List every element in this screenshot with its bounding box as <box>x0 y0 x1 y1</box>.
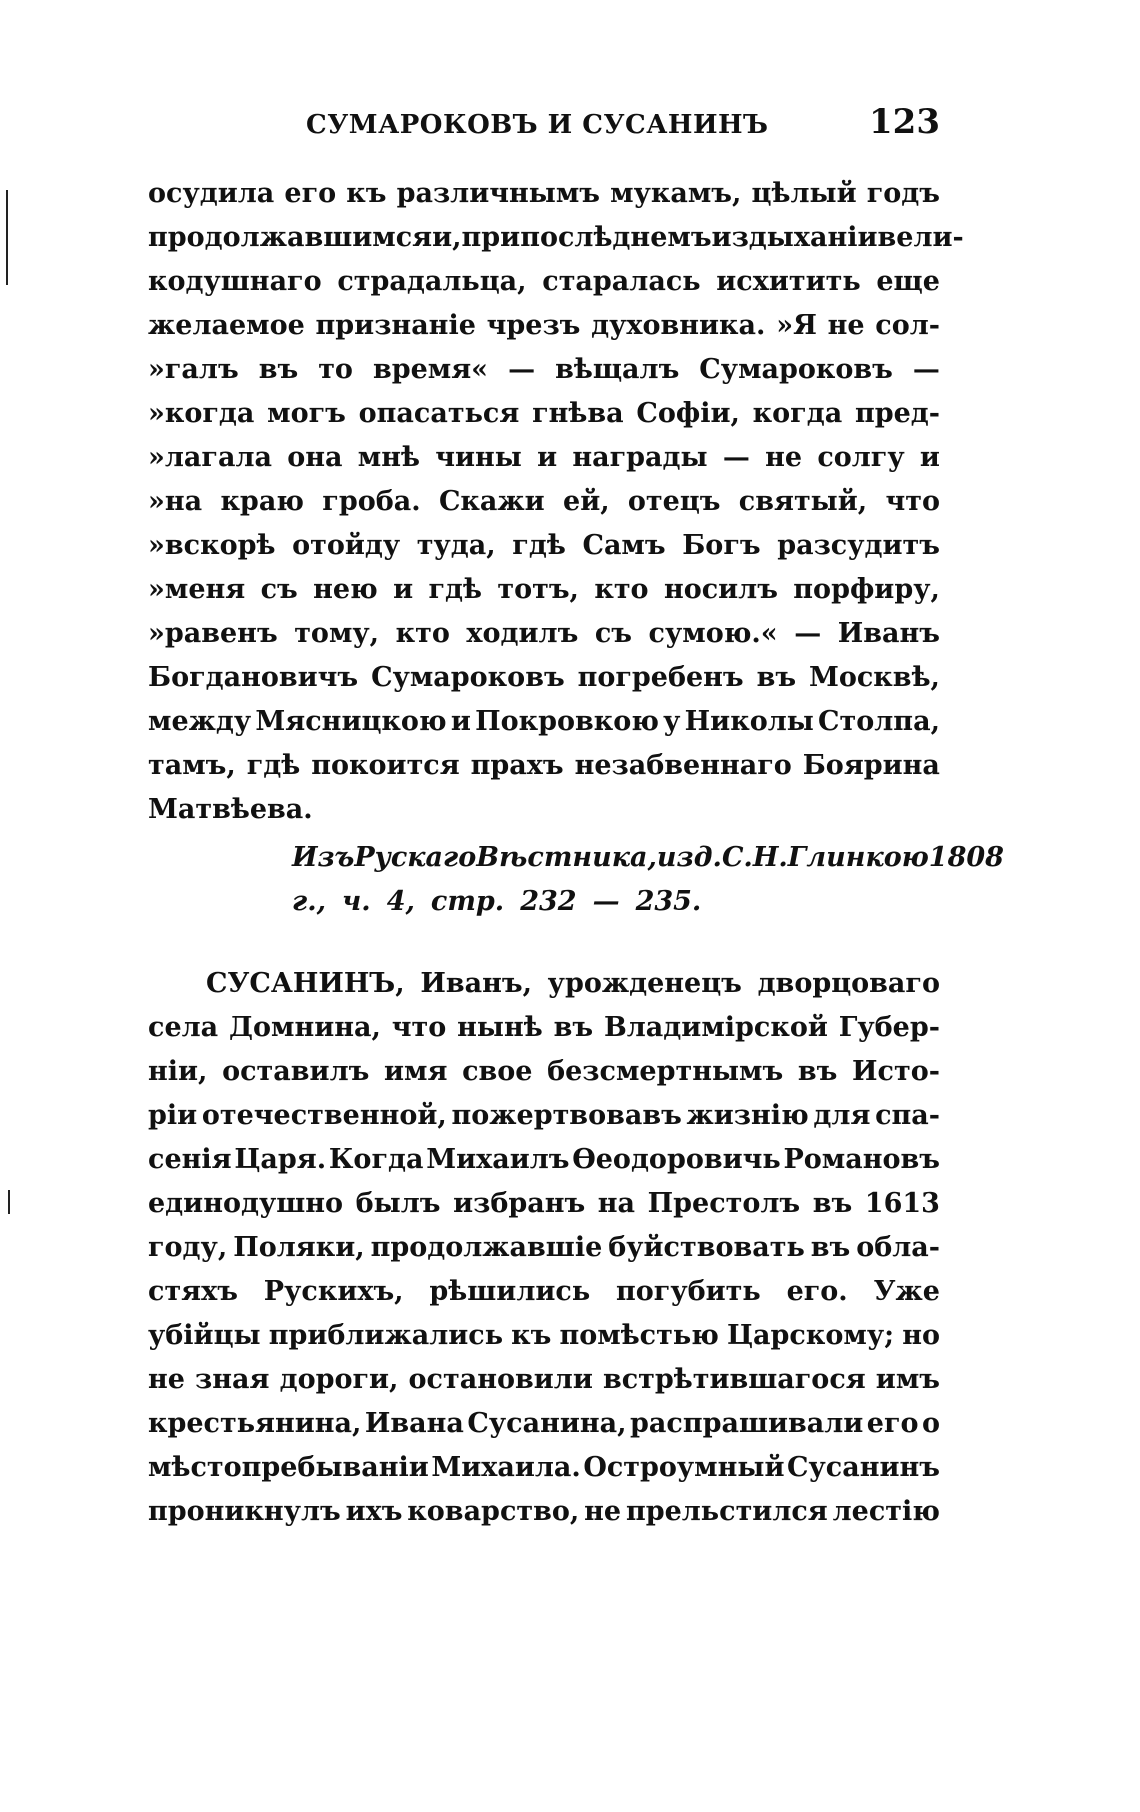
text-line: мѣстопребываніи Михаила. Остроумный Сусанинъ <box>148 1452 940 1483</box>
source-citation <box>292 836 1004 924</box>
running-head: СУМАРОКОВЪ И СУСАНИНЪ <box>306 110 769 140</box>
text-line: тамъ, гдѣ покоится прахъ незабвеннаго Боярина <box>148 750 940 781</box>
margin-mark <box>8 1190 10 1214</box>
text-line: ріи отечественной, пожертвовавъ жизнію для спа- <box>148 1100 940 1131</box>
text-line: Богдановичъ Сумароковъ погребенъ въ Москвѣ, <box>148 662 940 693</box>
text-line: осудила его къ различнымъ мукамъ, цѣлый годъ <box>148 178 940 209</box>
text-line: крестьянина, Ивана Сусанина, распрашивали его о <box>148 1408 940 1439</box>
text-line: »лагала она мнѣ чины и награды — не солгу и <box>148 442 940 473</box>
margin-mark <box>6 190 8 285</box>
text-line: желаемое признаніе чрезъ духовника. »Я не сол- <box>148 310 940 341</box>
text-line: между Мясницкою и Покровкою у Николы Столпа, <box>148 706 940 737</box>
paragraph-susanin <box>148 962 940 1534</box>
text-line: Изъ Рускаго Вѣстника, изд. С. Н. Глинкою 1808 <box>292 842 1004 873</box>
text-line: СУСАНИНЪ, Иванъ, урожденецъ дворцоваго <box>206 968 940 999</box>
text-line: »галъ въ то время« — вѣщалъ Сумароковъ — <box>148 354 940 385</box>
text-line: г., ч. 4, стр. 232 — 235. <box>292 886 702 917</box>
text-line: кодушнаго страдальца, старалась исхитить еще <box>148 266 940 297</box>
text-line: проникнулъ ихъ коварство, не прельстился лестію <box>148 1496 940 1527</box>
text-line: »когда могъ опасаться гнѣва Софіи, когда пред- <box>148 398 940 429</box>
text-line: стяхъ Рускихъ, рѣшились погубить его. Уже <box>148 1276 940 1307</box>
page-number: 123 <box>869 102 940 142</box>
text-line: »на краю гроба. Скажи ей, отецъ святый, что <box>148 486 940 517</box>
text-line: сенія Царя. Когда Михаилъ Ѳеодоровичь Романовъ <box>148 1144 940 1175</box>
text-line: »меня съ нею и гдѣ тотъ, кто носилъ порфиру, <box>148 574 940 605</box>
text-line: села Домнина, что нынѣ въ Владимірской Губер- <box>148 1012 940 1043</box>
text-line: »равенъ тому, кто ходилъ съ сумою.« — Иванъ <box>148 618 940 649</box>
text-line: ніи, оставилъ имя свое безсмертнымъ въ Исто- <box>148 1056 940 1087</box>
text-line: не зная дороги, остановили встрѣтившагося имъ <box>148 1364 940 1395</box>
page-header <box>0 100 1140 144</box>
text-line: единодушно былъ избранъ на Престолъ въ 1613 <box>148 1188 940 1219</box>
text-line: продолжавшимся и, при послѣднемъ издыханіи вели- <box>148 222 964 253</box>
text-line: Матвѣева. <box>148 794 313 825</box>
text-line: »вскорѣ отойду туда, гдѣ Самъ Богъ разсудитъ <box>148 530 940 561</box>
paragraph-sumarokov <box>148 172 964 832</box>
text-line: убійцы приближались къ помѣстью Царскому; но <box>148 1320 940 1351</box>
text-line: году, Поляки, продолжавшіе буйствовать въ обла- <box>148 1232 940 1263</box>
